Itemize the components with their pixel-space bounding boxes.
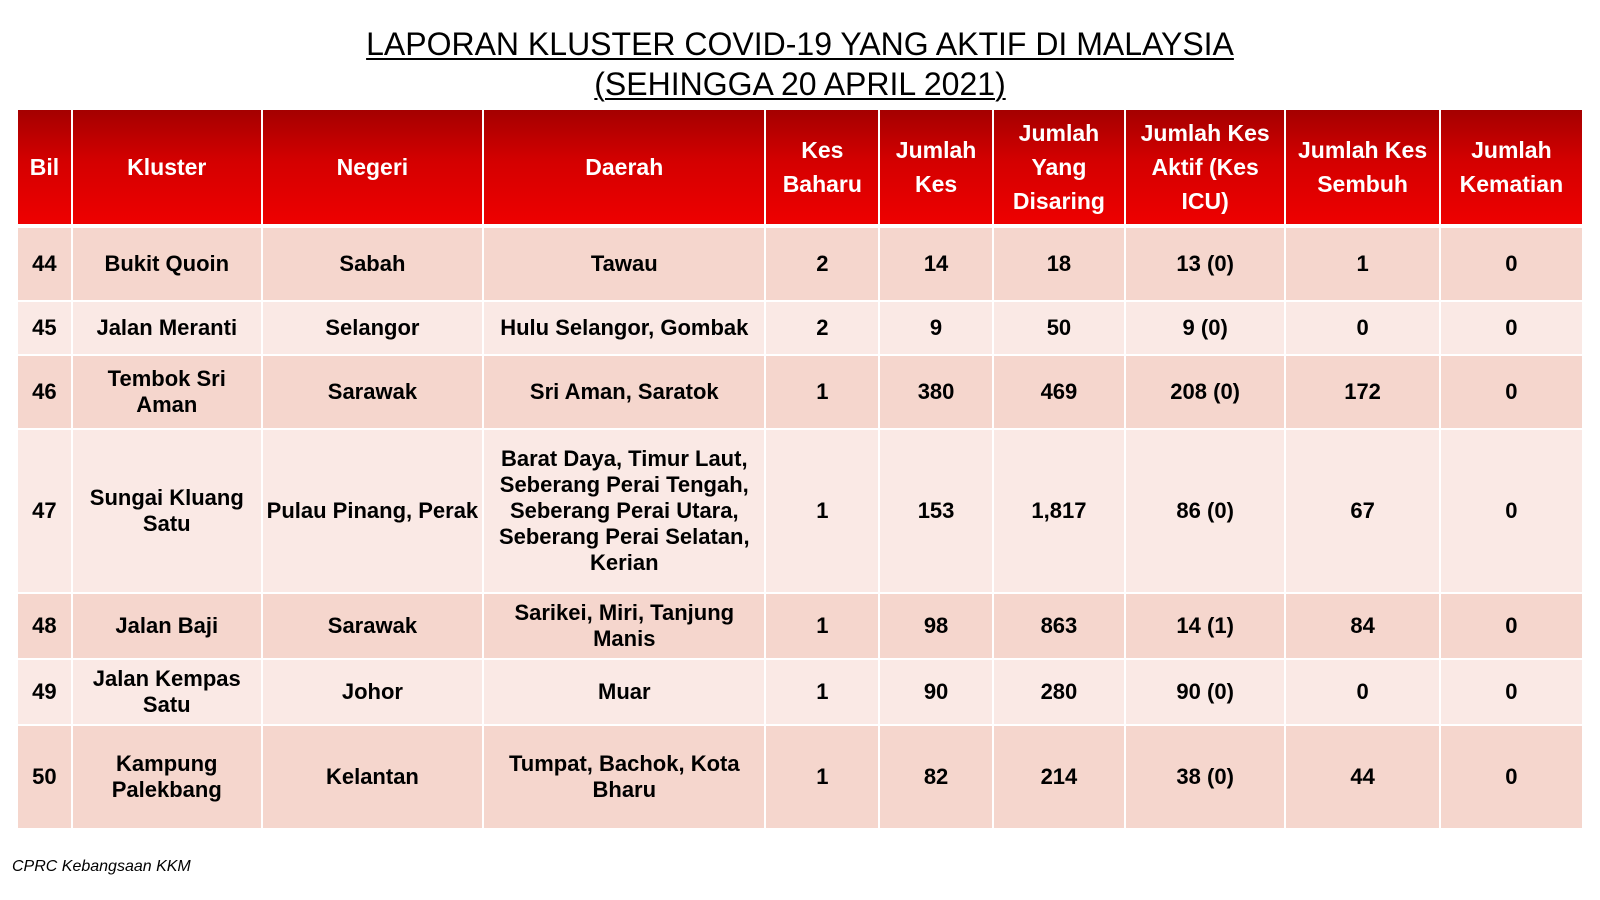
cell-negeri: Selangor [263,302,482,356]
table-row [18,726,1582,830]
cell-daerah: Barat Daya, Timur Laut, Seberang Perai Tengah, Seberang Perai Utara, Seberang Perai Selatan, Kerian [484,430,764,594]
cell-daerah: Hulu Selangor, Gombak [484,302,764,356]
cell-jumlah-kematian: 0 [1441,302,1582,356]
cell-kes-baharu: 1 [766,726,878,830]
cell-bil: 49 [18,660,71,726]
cell-negeri: Sabah [263,228,482,302]
cell-jumlah-kematian: 0 [1441,726,1582,830]
header-bil: Bil [18,110,71,228]
cluster-table [16,110,1584,830]
source-footer: CPRC Kebangsaan KKM [12,858,191,875]
cell-kluster: Tembok Sri Aman [73,356,261,430]
cell-bil: 44 [18,228,71,302]
cell-jumlah-kes-aktif: 13 (0) [1126,228,1284,302]
cell-kes-baharu: 2 [766,302,878,356]
header-jumlah-kes-sembuh: Jumlah Kes Sembuh [1286,110,1438,228]
table-row [18,430,1582,594]
cell-kluster: Kampung Palekbang [73,726,261,830]
cell-jumlah-kes-sembuh: 0 [1286,302,1438,356]
cell-negeri: Kelantan [263,726,482,830]
cell-jumlah-kematian: 0 [1441,228,1582,302]
table-row [18,228,1582,302]
table-row [18,356,1582,430]
cell-jumlah-kematian: 0 [1441,356,1582,430]
cell-jumlah-disaring: 18 [994,228,1124,302]
cell-jumlah-disaring: 469 [994,356,1124,430]
header-daerah: Daerah [484,110,764,228]
cell-daerah: Tumpat, Bachok, Kota Bharu [484,726,764,830]
cell-jumlah-kes-sembuh: 84 [1286,594,1438,660]
cell-kluster: Jalan Kempas Satu [73,660,261,726]
cell-bil: 48 [18,594,71,660]
cell-daerah: Tawau [484,228,764,302]
cell-jumlah-disaring: 280 [994,660,1124,726]
header-negeri: Negeri [263,110,482,228]
report-title-line-1: LAPORAN KLUSTER COVID-19 YANG AKTIF DI MALAYSIA [366,26,1234,62]
header-jumlah-kes: Jumlah Kes [880,110,992,228]
cell-jumlah-kes-sembuh: 1 [1286,228,1438,302]
header-jumlah-disaring: Jumlah Yang Disaring [994,110,1124,228]
cell-jumlah-kematian: 0 [1441,430,1582,594]
cell-kes-baharu: 1 [766,356,878,430]
cell-negeri: Sarawak [263,356,482,430]
cell-bil: 45 [18,302,71,356]
cell-jumlah-disaring: 863 [994,594,1124,660]
cell-kluster: Jalan Baji [73,594,261,660]
cell-jumlah-kes-aktif: 86 (0) [1126,430,1284,594]
cell-daerah: Muar [484,660,764,726]
cell-jumlah-kes: 9 [880,302,992,356]
header-jumlah-kes-aktif: Jumlah Kes Aktif (Kes ICU) [1126,110,1284,228]
cell-kluster: Sungai Kluang Satu [73,430,261,594]
cell-bil: 46 [18,356,71,430]
cell-jumlah-kes-aktif: 38 (0) [1126,726,1284,830]
cell-negeri: Johor [263,660,482,726]
table-header-row [18,110,1582,228]
cell-jumlah-kes: 153 [880,430,992,594]
cell-negeri: Sarawak [263,594,482,660]
cell-jumlah-kes: 380 [880,356,992,430]
cell-jumlah-disaring: 1,817 [994,430,1124,594]
cell-jumlah-kes-sembuh: 172 [1286,356,1438,430]
cell-jumlah-kes-sembuh: 0 [1286,660,1438,726]
report-title-line-2: (SEHINGGA 20 APRIL 2021) [594,66,1006,102]
cell-kluster: Bukit Quoin [73,228,261,302]
cell-jumlah-kes-sembuh: 44 [1286,726,1438,830]
cell-jumlah-disaring: 50 [994,302,1124,356]
cell-jumlah-kes: 90 [880,660,992,726]
cell-jumlah-kes-sembuh: 67 [1286,430,1438,594]
cell-jumlah-kes: 98 [880,594,992,660]
cell-negeri: Pulau Pinang, Perak [263,430,482,594]
cell-jumlah-kes: 14 [880,228,992,302]
report-title [0,24,1600,104]
cell-jumlah-disaring: 214 [994,726,1124,830]
cell-jumlah-kes-aktif: 14 (1) [1126,594,1284,660]
cell-kes-baharu: 2 [766,228,878,302]
cell-daerah: Sri Aman, Saratok [484,356,764,430]
cell-jumlah-kes-aktif: 208 (0) [1126,356,1284,430]
table-row [18,660,1582,726]
cell-kluster: Jalan Meranti [73,302,261,356]
cell-kes-baharu: 1 [766,594,878,660]
cell-jumlah-kes: 82 [880,726,992,830]
header-jumlah-kematian: Jumlah Kematian [1441,110,1582,228]
cell-bil: 50 [18,726,71,830]
table-row [18,594,1582,660]
cell-jumlah-kematian: 0 [1441,660,1582,726]
cell-bil: 47 [18,430,71,594]
cell-jumlah-kes-aktif: 9 (0) [1126,302,1284,356]
table-row [18,302,1582,356]
cell-kes-baharu: 1 [766,660,878,726]
header-kluster: Kluster [73,110,261,228]
header-kes-baharu: Kes Baharu [766,110,878,228]
cell-kes-baharu: 1 [766,430,878,594]
cell-jumlah-kematian: 0 [1441,594,1582,660]
cell-jumlah-kes-aktif: 90 (0) [1126,660,1284,726]
cell-daerah: Sarikei, Miri, Tanjung Manis [484,594,764,660]
